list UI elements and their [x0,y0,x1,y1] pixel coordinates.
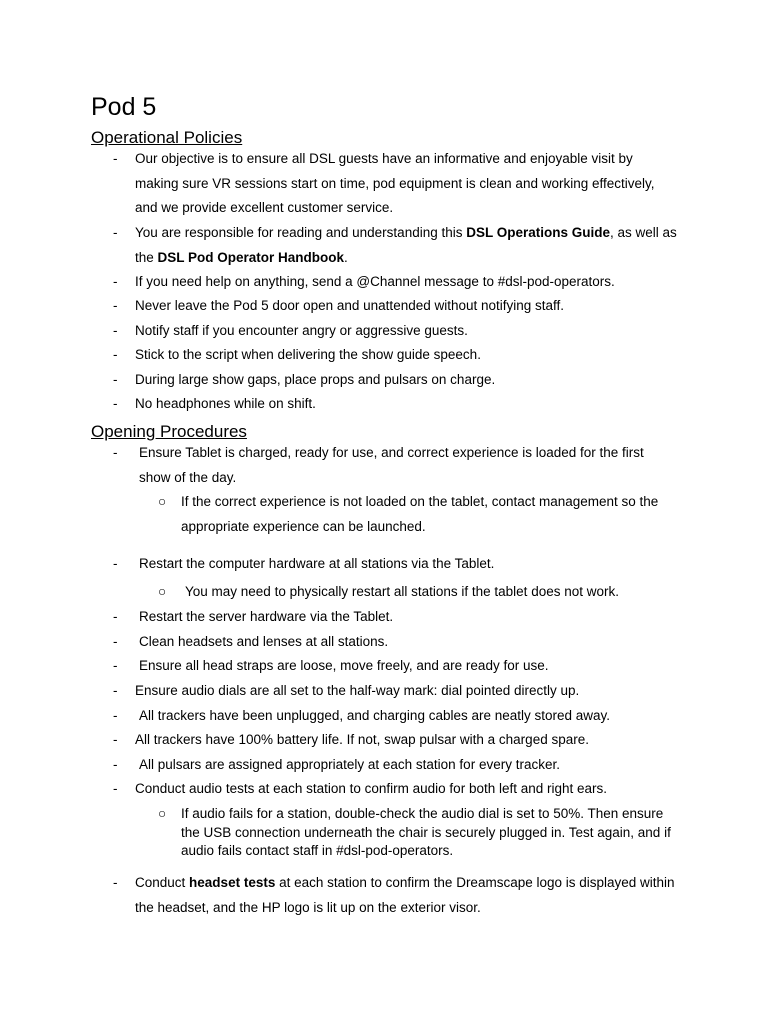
dash-marker: - [113,225,118,240]
list-item-text: Clean headsets and lenses at all stations. [139,634,389,649]
dash-marker: - [113,151,118,166]
dash-marker: - [113,732,118,747]
section-heading-opening-procedures: Opening Procedures [91,422,247,441]
list-item-text: Conduct headset tests at each station to confirm the Dreamscape logo is displayed within the headset, and the HP logo is lit up on the exterior visor. [135,875,675,915]
list-item-text: If the correct experience is not loaded on the tablet, contact management so the appropriate experience can be launched. [181,494,659,534]
doc-link-operations-guide: DSL Operations Guide [466,225,611,240]
list-item-text: If audio fails for a station, double-check the audio dial is set to 50%. Then ensure the USB connection underneath the chair is securely plugged in. Test again, and if audio fails contact staff in #dsl-pod-operators. [181,806,671,858]
dash-marker: - [113,781,118,796]
circle-bullet: ○ [158,494,167,509]
list-item-text: All trackers have been unplugged, and charging cables are neatly stored away. [139,708,611,723]
dash-marker: - [113,372,118,387]
list-item-text: If you need help on anything, send a @Channel message to #dsl-pod-operators. [135,274,615,289]
list-item-text: You may need to physically restart all stations if the tablet does not work. [185,584,619,599]
list-item-text: Stick to the script when delivering the show guide speech. [135,347,481,362]
dash-marker: - [113,347,118,362]
dash-marker: - [113,875,118,890]
circle-bullet: ○ [158,806,167,821]
list-item-text: Never leave the Pod 5 door open and unattended without notifying staff. [135,298,565,313]
list-item-text: No headphones while on shift. [135,396,316,411]
dash-marker: - [113,708,118,723]
list-item-text: Notify staff if you encounter angry or aggressive guests. [135,323,468,338]
list-item-text: Restart the computer hardware at all stations via the Tablet. [139,556,495,571]
dash-marker: - [113,396,118,411]
dash-marker: - [113,323,118,338]
dash-marker: - [113,658,118,673]
list-item-text: During large show gaps, place props and pulsars on charge. [135,372,496,387]
dash-marker: - [113,298,118,313]
dash-marker: - [113,556,118,571]
list-item-text: All pulsars are assigned appropriately at each station for every tracker. [139,757,560,772]
dash-marker: - [113,683,118,698]
dash-marker: - [113,757,118,772]
list-item-text: Our objective is to ensure all DSL guests have an informative and enjoyable visit by making sure VR sessions start on time, pod equipment is clean and working effectively, and we provide excellent customer service. [135,151,655,215]
section-heading-operational-policies: Operational Policies [91,128,243,147]
doc-link-operator-handbook: DSL Pod Operator Handbook [157,249,345,265]
dash-marker: - [113,274,118,289]
circle-bullet: ○ [158,584,167,599]
list-item-text: All trackers have 100% battery life. If not, swap pulsar with a charged spare. [135,732,589,747]
page-title: Pod 5 [91,93,157,121]
list-item-text: Restart the server hardware via the Tablet. [139,609,394,624]
emphasis-headset-tests: headset tests [189,875,276,890]
list-item-text: Ensure all head straps are loose, move freely, and are ready for use. [139,658,549,673]
dash-marker: - [113,634,118,649]
dash-marker: - [113,445,118,460]
list-item-text: You are responsible for reading and understanding this DSL Operations Guide, as well as the DSL Pod Operator Handbook. [135,225,677,265]
dash-marker: - [113,609,118,624]
list-item-text: Ensure audio dials are all set to the half-way mark: dial pointed directly up. [135,683,580,698]
list-item-text: Ensure Tablet is charged, ready for use, and correct experience is loaded for the first show of the day. [139,445,644,485]
list-item-text: Conduct audio tests at each station to confirm audio for both left and right ears. [135,781,608,796]
